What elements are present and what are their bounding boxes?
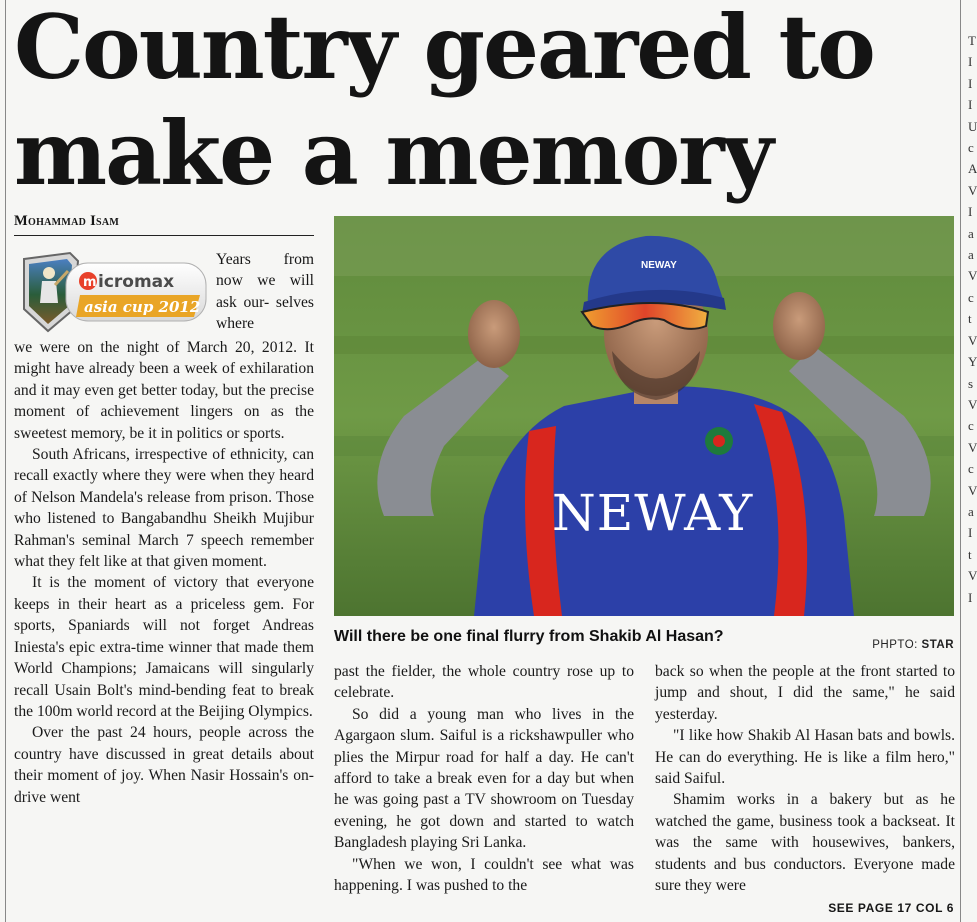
- paragraph: we were on the night of March 20, 2012. It might have already been a week of exhilaration and it may even get better today, but the precise moment of achievement lingers on as the sweetest memory, be it in politics or sports.: [14, 339, 314, 442]
- edge-letter: a: [968, 247, 974, 263]
- paragraph: "When we won, I couldn't see what was happening. I was pushed to the: [334, 855, 634, 895]
- edge-letter: c: [968, 140, 974, 156]
- edge-letter: V: [968, 482, 977, 498]
- cap-logo-text: NEWAY: [641, 260, 677, 271]
- article-column-3: [655, 661, 955, 896]
- edge-letter: V: [968, 396, 977, 412]
- headline: Country geared to make a memory: [14, 0, 874, 205]
- edge-letter: s: [968, 375, 974, 391]
- edge-letter: V: [968, 439, 977, 455]
- credit-name: STAR: [921, 639, 954, 651]
- edge-letter: c: [968, 289, 974, 305]
- player-photo: [334, 216, 954, 616]
- edge-letter: I: [968, 589, 973, 605]
- right-column-rule: [960, 0, 961, 922]
- edge-letter: V: [968, 268, 977, 284]
- adjacent-column-edge: [968, 30, 977, 608]
- asia-cup-logo: [18, 251, 208, 333]
- edge-letter: a: [968, 225, 974, 241]
- paragraph: South Africans, irrespective of ethnicity, can recall exactly where they were when they heard of Nelson Mandela's release from prison. Those who listened to Bangabandhu Sheikh Mujibur Rahman's seminal March 7 speech remember what they felt like at that given moment.: [14, 446, 314, 571]
- article-column-1: [14, 337, 314, 808]
- edge-letter: I: [968, 75, 973, 91]
- edge-letter: I: [968, 204, 973, 220]
- article-column-2: [334, 661, 634, 896]
- edge-letter: T: [968, 33, 976, 48]
- svg-text:icromax: icromax: [98, 272, 175, 292]
- edge-letter: c: [968, 418, 974, 434]
- photo-caption: Will there be one final flurry from Shakib Al Hasan?: [334, 628, 724, 645]
- edge-letter: t: [968, 311, 972, 327]
- edge-letter: A: [968, 161, 977, 177]
- paragraph: Over the past 24 hours, people across the country have discussed in great details about their moment of joy. When Nasir Hossain's on-drive went: [14, 724, 314, 806]
- paragraph: It is the moment of victory that everyone keeps in their heart as a priceless gem. For sports, Spaniards will not forget Andreas Iniesta's epic extra-time winner that made them World Champions; Jamaicans will singularly recall Usain Bolt's mind-bending feat to break the 100m world record at the Beijing Olympics.: [14, 574, 314, 720]
- left-column-rule: [5, 0, 6, 922]
- photo-credit: [800, 639, 954, 651]
- edge-letter: V: [968, 568, 977, 584]
- paragraph: So did a young man who lives in the Agargaon slum. Saiful is a rickshawpuller who plies the Mirpur road for half a day. He can't afford to take a break even for a day but when he was going past a TV showroom on Tuesday evening, he got down and started to watch Bangladesh playing Sri Lanka.: [334, 705, 634, 852]
- svg-text:m: m: [83, 275, 97, 290]
- continued-jump-line: SEE PAGE 17 COL 6: [828, 901, 954, 915]
- edge-letter: V: [968, 182, 977, 198]
- credit-prefix: PHPTO:: [872, 639, 918, 651]
- edge-letter: c: [968, 461, 974, 477]
- paragraph: "I like how Shakib Al Hasan bats and bowls. He can do everything. He is like a film hero," said Saiful.: [655, 727, 955, 788]
- svg-text:asia cup 2012: asia cup 2012: [84, 298, 201, 316]
- paragraph: back so when the people at the front started to jump and shout, I did the same," he said yesterday.: [655, 663, 955, 723]
- edge-letter: V: [968, 332, 977, 348]
- edge-letter: U: [968, 118, 977, 134]
- byline: Mohammad Isam: [14, 213, 314, 236]
- lead-paragraph-start: Years from now we will ask our- selves where: [216, 251, 314, 333]
- edge-letter: t: [968, 546, 972, 562]
- edge-letter: I: [968, 54, 973, 70]
- jersey-sponsor-text: NEWAY: [552, 484, 754, 542]
- edge-letter: Y: [968, 354, 977, 370]
- edge-letter: a: [968, 503, 974, 519]
- paragraph: past the fielder, the whole country rose up to celebrate.: [334, 663, 634, 702]
- edge-letter: I: [968, 97, 973, 113]
- edge-letter: I: [968, 525, 973, 541]
- paragraph: Shamim works in a bakery but as he watched the game, business took a backseat. It was the same with housewives, bankers, students and bus conductors. Everyone made sure they were: [655, 791, 955, 895]
